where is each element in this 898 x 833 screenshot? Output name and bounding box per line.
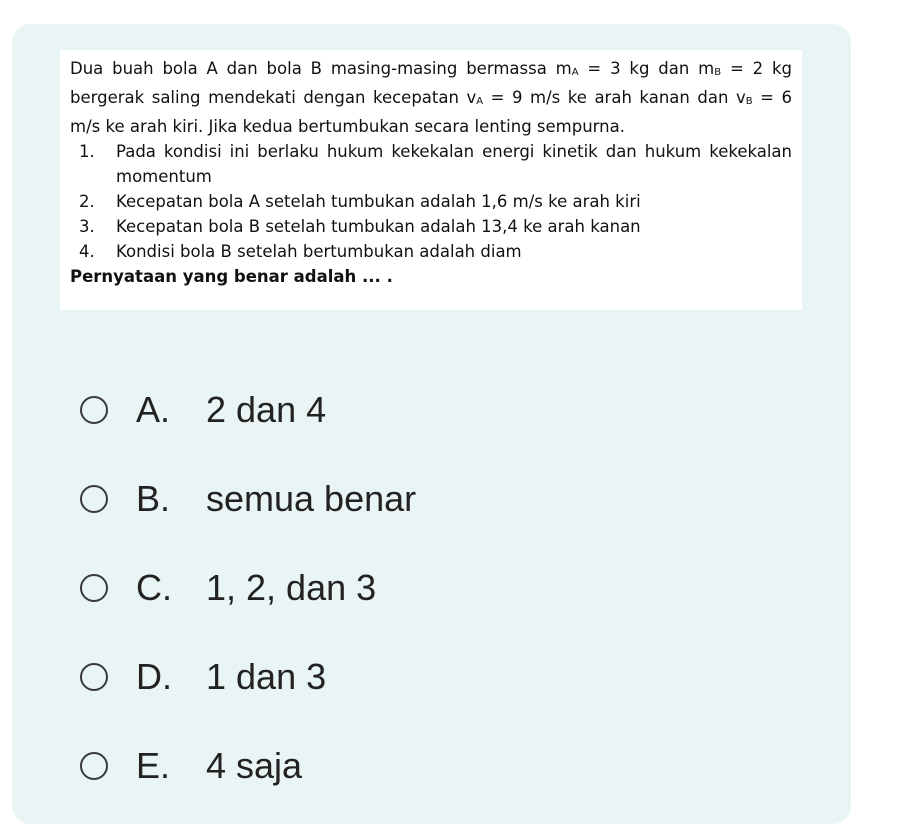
question-prompt: Pernyataan yang benar adalah ... . (70, 267, 393, 286)
option-b[interactable] (80, 477, 780, 521)
subscript-b: B (714, 67, 722, 78)
intro-text-2: = 3 kg dan m (578, 59, 715, 78)
statement-text: Kecepatan bola A setelah tumbukan adalah 1,6 m/s ke arah kiri (116, 192, 641, 211)
statement-number: 1. (79, 142, 95, 161)
statement-number: 2. (79, 192, 95, 211)
radio-button-icon[interactable] (80, 574, 108, 602)
option-d[interactable] (80, 655, 780, 699)
question-image (60, 50, 802, 310)
statement-number: 4. (79, 242, 95, 261)
intro-text-5: = 6 m/s ke arah kiri. Jika kedua bertumbukan secara lenting sempurna. (70, 88, 792, 136)
intro-text-3: = 2 kg bergerak saling mendekati dengan kecepatan v (70, 59, 792, 107)
statement-list (70, 139, 792, 264)
option-letter: A. (136, 389, 171, 430)
statement-item (70, 189, 792, 214)
subscript-a: A (476, 96, 484, 107)
option-e[interactable] (80, 744, 780, 788)
option-letter: C. (136, 567, 172, 608)
radio-button-icon[interactable] (80, 752, 108, 780)
option-text: semua benar (206, 478, 417, 519)
statement-item (70, 214, 792, 239)
option-c[interactable] (80, 566, 780, 610)
radio-button-icon[interactable] (80, 485, 108, 513)
option-text: 2 dan 4 (206, 389, 327, 430)
statement-item (70, 139, 792, 189)
intro-text-4: = 9 m/s ke arah kanan dan v (483, 88, 746, 107)
question-intro (70, 56, 792, 139)
option-letter: E. (136, 745, 171, 786)
statement-text: Kecepatan bola B setelah tumbukan adalah 13,4 ke arah kanan (116, 217, 641, 236)
option-text: 1, 2, dan 3 (206, 567, 377, 608)
radio-button-icon[interactable] (80, 396, 108, 424)
answer-options (80, 388, 780, 833)
option-letter: D. (136, 656, 172, 697)
statement-item (70, 239, 792, 264)
option-letter: B. (136, 478, 171, 519)
statement-text: Pada kondisi ini berlaku hukum kekekalan energi kinetik dan hukum kekekalan momentum (116, 142, 792, 186)
option-text: 4 saja (206, 745, 303, 786)
option-text: 1 dan 3 (206, 656, 327, 697)
statement-text: Kondisi bola B setelah bertumbukan adalah diam (116, 242, 522, 261)
option-a[interactable] (80, 388, 780, 432)
statement-number: 3. (79, 217, 95, 236)
subscript-a: A (571, 67, 579, 78)
subscript-b: B (745, 96, 753, 107)
intro-text-1: Dua buah bola A dan bola B masing-masing bermassa m (70, 59, 572, 78)
radio-button-icon[interactable] (80, 663, 108, 691)
